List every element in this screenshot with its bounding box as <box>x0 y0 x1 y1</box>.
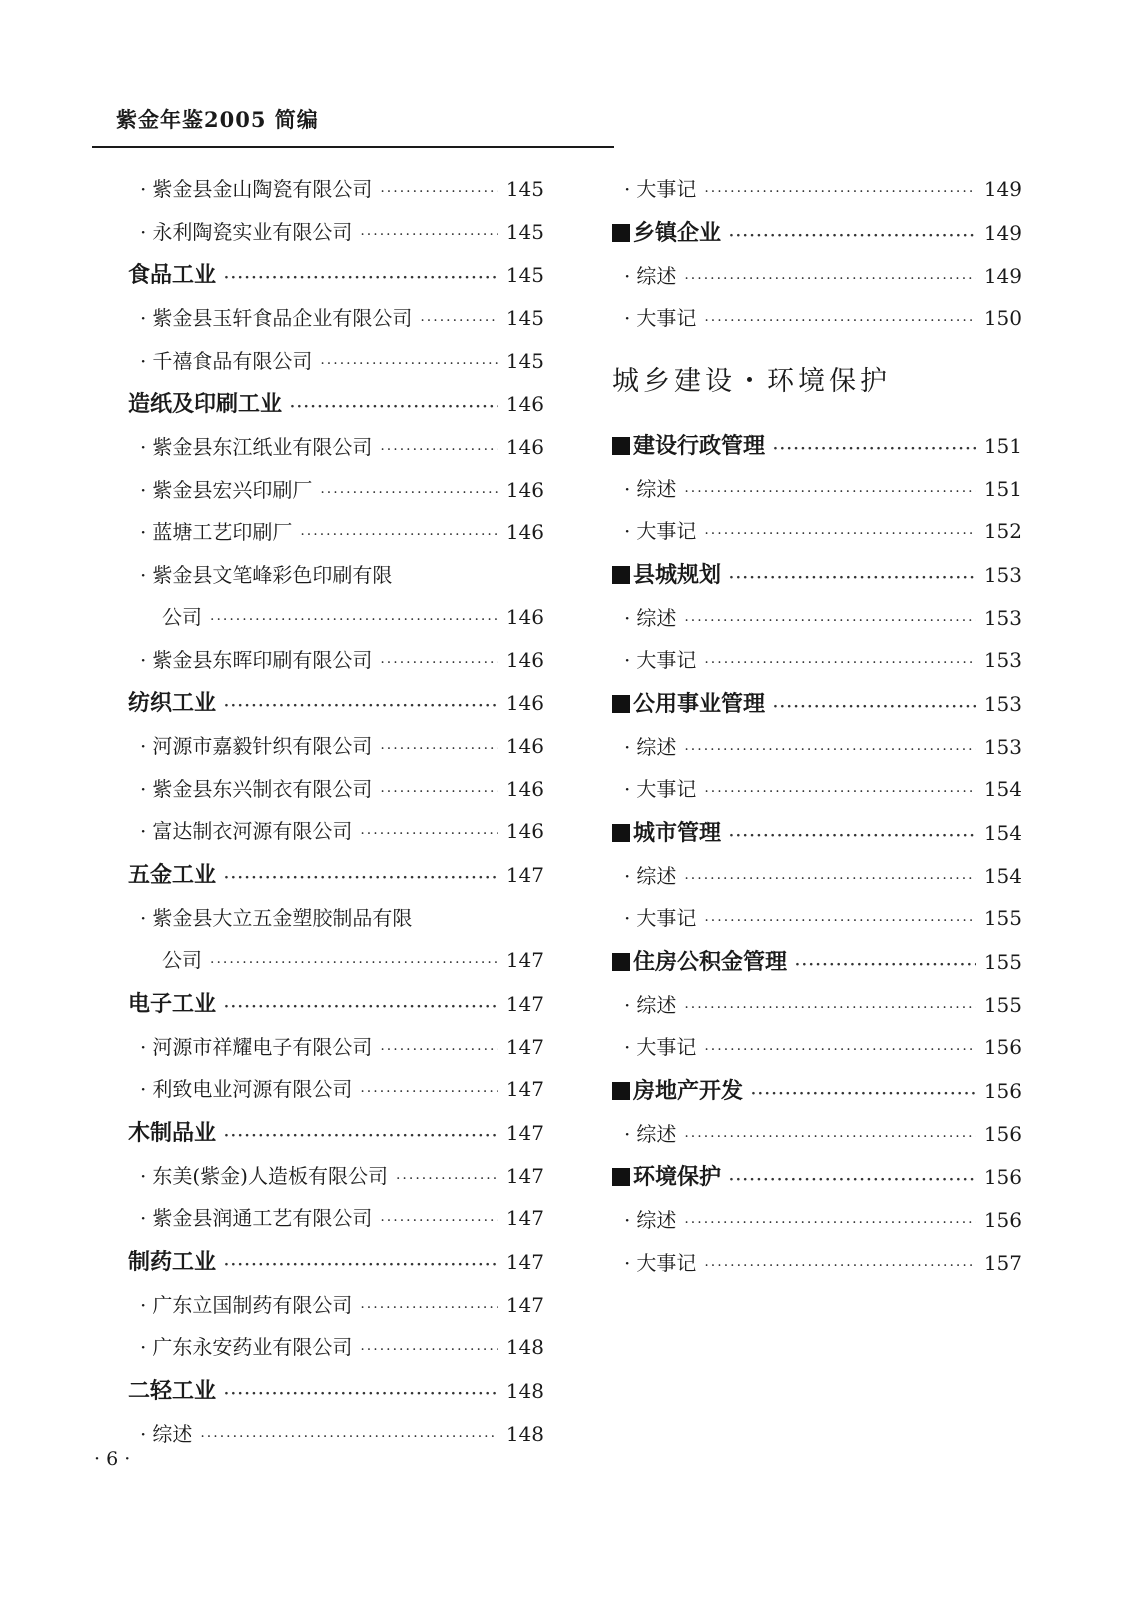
toc-entry[interactable] <box>612 1113 1022 1156</box>
bullet: · <box>140 306 147 330</box>
bullet: · <box>140 1077 147 1101</box>
toc-entry[interactable] <box>128 1155 544 1198</box>
running-header-title: 紫金年鉴2005 简编 <box>116 107 319 132</box>
toc-entry[interactable] <box>128 1026 544 1069</box>
toc-left-column <box>128 168 544 1455</box>
black-square-icon <box>612 1168 630 1186</box>
dot-leader <box>684 987 975 1029</box>
black-square-icon <box>612 953 630 971</box>
toc-heading-entry[interactable] <box>128 382 544 426</box>
toc-entry[interactable] <box>128 168 544 211</box>
black-square-icon <box>612 437 630 455</box>
dot-leader <box>420 300 497 342</box>
toc-entry[interactable] <box>128 340 544 383</box>
toc-entry-title: 综述 <box>152 1421 193 1446</box>
toc-entry-title: 紫金县润通工艺有限公司 <box>152 1206 373 1230</box>
bullet: · <box>624 863 631 888</box>
dot-leader <box>684 600 975 642</box>
toc-page-number: 145 <box>505 306 544 330</box>
bullet: · <box>140 905 147 930</box>
toc-entry[interactable] <box>612 597 1022 640</box>
toc-page-number: 147 <box>505 1034 544 1059</box>
toc-entry[interactable] <box>612 897 1022 940</box>
toc-entry-title: 大事记 <box>636 519 697 543</box>
toc-entry[interactable] <box>128 1284 544 1327</box>
toc-page-number: 148 <box>505 1378 544 1403</box>
toc-entry-continuation[interactable] <box>128 939 544 982</box>
toc-page-number: 156 <box>983 1078 1022 1103</box>
toc-page-number: 147 <box>505 862 544 887</box>
dot-leader <box>290 385 498 429</box>
toc-entry-title: 紫金县金山陶瓷有限公司 <box>152 177 373 201</box>
toc-entry-title: 县城规划 <box>633 561 722 588</box>
bullet: · <box>140 734 147 758</box>
dot-leader <box>704 900 975 942</box>
black-square-icon <box>612 224 630 242</box>
toc-page-number: 145 <box>505 177 544 201</box>
toc-entry-title: 大事记 <box>636 1035 697 1059</box>
toc-page-number: 147 <box>505 1206 544 1230</box>
dot-leader <box>224 684 498 728</box>
toc-page-number: 146 <box>505 520 544 544</box>
toc-entry-title: 蓝塘工艺印刷厂 <box>152 520 293 544</box>
dot-leader <box>795 943 976 987</box>
toc-entry-title: 城市管理 <box>633 819 722 846</box>
toc-entry-title: 大事记 <box>636 906 697 930</box>
bullet: · <box>624 992 631 1017</box>
toc-heading-entry[interactable] <box>612 1069 1022 1113</box>
bullet: · <box>140 348 147 373</box>
toc-entry[interactable] <box>128 1413 544 1456</box>
toc-entry[interactable] <box>128 1326 544 1369</box>
toc-page-number: 151 <box>983 433 1022 458</box>
dot-leader <box>704 642 975 684</box>
toc-entry[interactable] <box>128 810 544 853</box>
toc-entry[interactable] <box>612 510 1022 553</box>
toc-page-number: 147 <box>505 948 544 972</box>
bullet: · <box>140 1206 147 1230</box>
toc-page-number: 154 <box>983 863 1022 888</box>
toc-entry[interactable] <box>128 511 544 554</box>
toc-page-number: 146 <box>505 647 544 672</box>
toc-page-number: 146 <box>505 605 544 629</box>
dot-leader <box>224 256 498 300</box>
toc-entry-title: 纺织工业 <box>128 690 217 716</box>
dot-leader <box>380 429 497 471</box>
toc-entry-title: 综述 <box>636 263 677 288</box>
toc-page-number: 156 <box>983 1165 1022 1189</box>
toc-page-number: 152 <box>983 519 1022 543</box>
toc-entry-title: 综述 <box>636 605 677 630</box>
toc-entry[interactable] <box>612 1242 1022 1285</box>
dot-leader <box>729 814 976 858</box>
toc-entry[interactable] <box>612 168 1022 211</box>
toc-page-number: 153 <box>983 562 1022 587</box>
toc-page-number: 147 <box>505 1163 544 1188</box>
toc-page-number: 148 <box>505 1335 544 1359</box>
toc-entry-title: 公用事业管理 <box>633 690 766 717</box>
toc-page-number: 154 <box>983 777 1022 801</box>
dot-leader <box>704 1245 975 1287</box>
toc-heading-entry[interactable] <box>612 811 1022 855</box>
toc-page-number: 146 <box>505 477 544 502</box>
bullet: · <box>140 219 147 244</box>
black-square-icon <box>612 566 630 584</box>
bullet: · <box>624 1121 631 1146</box>
toc-entry[interactable] <box>128 469 544 512</box>
toc-page-number: 148 <box>505 1421 544 1446</box>
toc-page-number: 146 <box>505 435 544 459</box>
toc-entry[interactable] <box>128 639 544 682</box>
toc-page-number: 151 <box>983 476 1022 501</box>
toc-entry[interactable] <box>612 768 1022 811</box>
toc-entry-title: 综述 <box>636 476 677 501</box>
toc-right-column <box>612 168 1022 1284</box>
dot-leader <box>704 513 975 555</box>
toc-page-number: 157 <box>983 1250 1022 1275</box>
dot-leader <box>320 472 497 514</box>
toc-page-number: 147 <box>505 991 544 1016</box>
toc-page-number: 145 <box>505 219 544 244</box>
dot-leader <box>380 1029 497 1071</box>
toc-page-number: 147 <box>505 1249 544 1274</box>
bullet: · <box>140 819 147 843</box>
toc-heading-entry[interactable] <box>128 1369 544 1413</box>
toc-page-number: 153 <box>983 734 1022 759</box>
toc-entry-title: 紫金县玉轩食品企业有限公司 <box>152 306 413 330</box>
dot-leader <box>684 471 975 513</box>
toc-entry-title: 综述 <box>636 992 677 1017</box>
dot-leader <box>224 856 498 900</box>
dot-leader <box>300 514 497 556</box>
dot-leader <box>200 1416 497 1458</box>
toc-heading-entry[interactable] <box>128 1240 544 1284</box>
toc-page-number: 149 <box>983 177 1022 201</box>
toc-entry-title: 二轻工业 <box>128 1377 217 1404</box>
dot-leader <box>704 171 975 213</box>
toc-entry-title: 永利陶瓷实业有限公司 <box>152 219 353 244</box>
toc-entry-title: 东美(紫金)人造板有限公司 <box>152 1163 388 1188</box>
toc-entry-title: 紫金县宏兴印刷厂 <box>152 477 313 502</box>
toc-heading-entry[interactable] <box>612 940 1022 984</box>
toc-page-number: 147 <box>505 1077 544 1101</box>
dot-leader <box>729 214 976 258</box>
bullet: · <box>624 777 631 801</box>
dot-leader <box>773 427 976 471</box>
toc-page-number: 149 <box>983 263 1022 288</box>
toc-entry[interactable] <box>612 1026 1022 1069</box>
toc-entry-title: 五金工业 <box>128 861 217 888</box>
bullet: · <box>140 562 147 587</box>
bullet: · <box>140 177 147 201</box>
toc-entry-title: 紫金县东兴制衣有限公司 <box>152 776 373 801</box>
toc-page-number: 155 <box>983 949 1022 974</box>
toc-entry[interactable] <box>128 426 544 469</box>
dot-leader <box>380 642 497 684</box>
toc-page-number: 155 <box>983 992 1022 1017</box>
toc-entry[interactable] <box>128 211 544 254</box>
toc-entry-title: 乡镇企业 <box>633 219 722 246</box>
toc-page-number: 146 <box>505 776 544 801</box>
bullet: · <box>624 1035 631 1059</box>
toc-entry-title: 综述 <box>636 734 677 759</box>
toc-entry[interactable] <box>612 1199 1022 1242</box>
dot-leader <box>224 1372 498 1416</box>
toc-page-number: 146 <box>505 819 544 843</box>
bullet: · <box>624 306 631 330</box>
bullet: · <box>140 477 147 502</box>
toc-heading-entry[interactable] <box>612 424 1022 468</box>
dot-leader <box>704 1029 975 1071</box>
bullet: · <box>624 476 631 501</box>
toc-entry-title: 综述 <box>636 1208 677 1232</box>
toc-entry[interactable] <box>612 855 1022 898</box>
bullet: · <box>140 435 147 459</box>
toc-page-number: 147 <box>505 1120 544 1145</box>
bullet: · <box>624 734 631 759</box>
dot-leader <box>396 1158 498 1200</box>
dot-leader <box>360 1071 497 1113</box>
bullet: · <box>624 1208 631 1232</box>
toc-entry[interactable] <box>128 554 544 597</box>
toc-entry-title: 大事记 <box>636 306 697 330</box>
toc-page-number: 145 <box>505 348 544 373</box>
dot-leader <box>210 599 498 641</box>
toc-entry[interactable] <box>612 297 1022 340</box>
toc-entry-title: 房地产开发 <box>633 1077 744 1104</box>
dot-leader <box>380 171 497 213</box>
toc-heading-entry[interactable] <box>612 553 1022 597</box>
toc-entry-title: 紫金县大立五金塑胶制品有限 <box>152 905 413 930</box>
bullet: · <box>624 177 631 201</box>
black-square-icon <box>612 695 630 713</box>
toc-entry-title: 木制品业 <box>128 1119 217 1146</box>
toc-heading-entry[interactable] <box>128 253 544 297</box>
dot-leader <box>684 1202 975 1244</box>
dot-leader <box>320 343 497 385</box>
toc-page-number: 150 <box>983 306 1022 330</box>
toc-page-number: 147 <box>505 1292 544 1317</box>
toc-entry-title: 河源市嘉毅针织有限公司 <box>152 734 373 758</box>
toc-entry-title: 造纸及印刷工业 <box>128 391 283 417</box>
toc-entry-title: 紫金县文笔峰彩色印刷有限 <box>152 562 393 587</box>
toc-heading-entry[interactable] <box>612 1155 1022 1199</box>
dot-leader <box>224 1243 498 1287</box>
toc-entry[interactable] <box>612 255 1022 298</box>
dot-leader <box>360 214 497 256</box>
dot-leader <box>773 685 976 729</box>
toc-heading-entry[interactable] <box>128 982 544 1026</box>
toc-entry-title: 食品工业 <box>128 262 217 288</box>
toc-entry-title: 环境保护 <box>633 1164 722 1190</box>
toc-entry[interactable] <box>128 897 544 940</box>
bullet: · <box>140 1421 147 1446</box>
toc-entry-title: 综述 <box>636 863 677 888</box>
toc-entry-title: 紫金县东江纸业有限公司 <box>152 435 373 459</box>
toc-entry-title: 大事记 <box>636 1250 697 1275</box>
dot-leader <box>704 300 975 342</box>
dot-leader <box>380 1200 497 1242</box>
toc-heading-entry[interactable] <box>612 211 1022 255</box>
dot-leader <box>224 1114 498 1158</box>
bullet: · <box>140 1034 147 1059</box>
toc-entry-title: 紫金县东晖印刷有限公司 <box>152 647 373 672</box>
toc-entry[interactable] <box>128 1197 544 1240</box>
dot-leader <box>751 1072 976 1116</box>
toc-heading-entry[interactable] <box>128 681 544 725</box>
bullet: · <box>140 776 147 801</box>
toc-entry-continuation[interactable] <box>128 596 544 639</box>
toc-entry-title: 大事记 <box>636 648 697 672</box>
toc-entry[interactable] <box>612 468 1022 511</box>
toc-entry-title: 综述 <box>636 1121 677 1146</box>
bullet: · <box>140 647 147 672</box>
toc-entry-title: 广东立国制药有限公司 <box>152 1292 353 1317</box>
toc-entry-title: 广东永安药业有限公司 <box>152 1335 353 1359</box>
bullet: · <box>140 1292 147 1317</box>
toc-entry-title: 大事记 <box>636 177 697 201</box>
dot-leader <box>224 985 498 1029</box>
dot-leader <box>360 1287 497 1329</box>
toc-entry-title: 电子工业 <box>128 990 217 1017</box>
dot-leader <box>210 942 498 984</box>
dot-leader <box>684 858 975 900</box>
toc-entry-title: 利致电业河源有限公司 <box>152 1077 353 1101</box>
toc-page-number: 153 <box>983 605 1022 630</box>
toc-entry[interactable] <box>128 725 544 768</box>
toc-page-number: 154 <box>983 820 1022 845</box>
toc-page-number: 145 <box>505 263 544 287</box>
toc-entry-title: 建设行政管理 <box>633 432 766 459</box>
toc-page-number: 156 <box>983 1208 1022 1232</box>
black-square-icon <box>612 1082 630 1100</box>
toc-entry-title: 公司 <box>162 948 202 972</box>
toc-entry[interactable] <box>612 726 1022 769</box>
bullet: · <box>624 263 631 288</box>
toc-page-number: 156 <box>983 1121 1022 1146</box>
dot-leader <box>380 728 497 770</box>
toc-entry-title: 千禧食品有限公司 <box>152 348 313 373</box>
toc-entry[interactable] <box>128 768 544 811</box>
page-number: · 6 · <box>94 1448 131 1470</box>
toc-page-number: 146 <box>505 734 544 758</box>
toc-page-number: 146 <box>505 392 544 416</box>
bullet: · <box>624 605 631 630</box>
section-title: 城乡建设・环境保护 <box>612 365 891 397</box>
dot-leader <box>684 258 975 300</box>
header-rule <box>92 146 614 148</box>
bullet: · <box>140 1335 147 1359</box>
toc-entry-title: 公司 <box>162 605 202 629</box>
toc-heading-entry[interactable] <box>128 1111 544 1155</box>
bullet: · <box>140 520 147 544</box>
toc-entry[interactable] <box>612 639 1022 682</box>
dot-leader <box>380 771 497 813</box>
black-square-icon <box>612 824 630 842</box>
bullet: · <box>624 648 631 672</box>
toc-entry-title: 富达制衣河源有限公司 <box>152 819 353 843</box>
dot-leader <box>729 1158 976 1202</box>
toc-page-number: 146 <box>505 691 544 715</box>
toc-page-number: 155 <box>983 906 1022 930</box>
toc-heading-entry[interactable] <box>128 853 544 897</box>
toc-page-number: 156 <box>983 1035 1022 1059</box>
toc-heading-entry[interactable] <box>612 682 1022 726</box>
dot-leader <box>684 1116 975 1158</box>
bullet: · <box>624 1250 631 1275</box>
dot-leader <box>360 813 497 855</box>
bullet: · <box>140 1163 147 1188</box>
toc-page-number: 153 <box>983 691 1022 716</box>
toc-entry-title: 河源市祥耀电子有限公司 <box>152 1034 373 1059</box>
dot-leader <box>704 771 975 813</box>
toc-page-number: 153 <box>983 648 1022 672</box>
dot-leader <box>729 556 976 600</box>
dot-leader <box>360 1329 497 1371</box>
toc-page-number: 149 <box>983 220 1022 245</box>
toc-entry-title: 制药工业 <box>128 1248 217 1275</box>
bullet: · <box>624 906 631 930</box>
toc-entry-title: 大事记 <box>636 777 697 801</box>
toc-entry[interactable] <box>128 297 544 340</box>
bullet: · <box>624 519 631 543</box>
toc-entry-title: 住房公积金管理 <box>633 948 788 975</box>
toc-entry[interactable] <box>612 984 1022 1027</box>
toc-entry[interactable] <box>128 1068 544 1111</box>
dot-leader <box>684 729 975 771</box>
